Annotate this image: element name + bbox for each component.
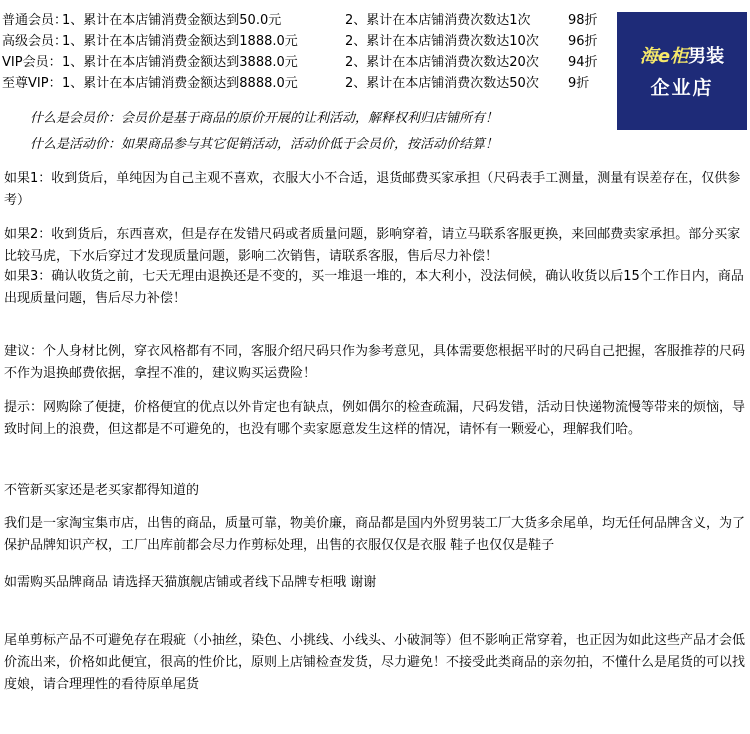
brand-title: [617, 46, 747, 68]
brand-subtitle: 企业店: [650, 77, 714, 99]
membership-tiers: [0, 10, 610, 94]
tier-row-regular: [0, 10, 610, 31]
return-policy-case-2: 如果2：收到货后，东西喜欢，但是存在发错尺码或者质量问题，影响穿着，请立马联系客服更换，来回邮费卖家承担。部分买家比较马虎，下水后穿过才发现质量问题，影响二次销售，请联系客服，售后尽力补偿！: [4, 227, 741, 264]
tier-row-senior: [0, 31, 610, 52]
price-definitions: [30, 106, 610, 158]
tier-discount: 98折: [568, 13, 598, 28]
brand-lead: 海e柜: [639, 46, 689, 67]
tier-name: 至尊VIP：: [2, 76, 62, 91]
size-advice: 建议：个人身材比例，穿衣风格都有不同，客服介绍尺码只作为参考意见，具体需要您根据平时的尺码自己把握，客服推荐的尺码不作为退换邮费依据，拿捏不准的，建议购买运费险！: [4, 344, 746, 381]
tier-count-condition: 2、累计在本店铺消费次数达10次: [345, 34, 539, 49]
return-policy-case-3: 如果3：确认收货之前，七天无理由退换还是不变的，买一堆退一堆的，本大利小，没法伺候，确认收货以后15个工作日内，商品出现质量问题，售后尽力补偿！: [4, 269, 744, 306]
tier-discount: 96折: [568, 34, 598, 49]
tier-row-supreme-vip: [0, 73, 610, 94]
tier-amount-condition: 1、累计在本店铺消费金额达到1888.0元: [62, 34, 298, 49]
brand-purchase-note: 如需购买品牌商品 请选择天猫旗舰店铺或者线下品牌专柜哦 谢谢: [4, 575, 377, 590]
tier-amount-condition: 1、累计在本店铺消费金额达到3888.0元: [62, 55, 298, 70]
online-shopping-tip: 提示：网购除了便捷，价格便宜的优点以外肯定也有缺点，例如偶尔的检查疏漏，尺码发错，活动日快递物流慢等带来的烦恼，导致时间上的浪费，但这都是不可避免的，也没有哪个卖家愿意发生这样的情况，请怀有一颗爱心，理解我们哈。: [4, 400, 746, 437]
tier-amount-condition: 1、累计在本店铺消费金额达到50.0元: [62, 13, 282, 28]
tier-name: 普通会员：: [2, 13, 68, 28]
tier-name: VIP会员：: [2, 55, 62, 70]
tier-discount: 9折: [568, 76, 590, 91]
tail-goods-disclaimer: 尾单剪标产品不可避免存在瑕疵（小抽丝，染色、小挑线、小线头、小破洞等）但不影响正常穿着，也正因为如此这些产品才会低价流出来，价格如此便宜，很高的性价比，原则上店铺检查发货，尽力避免！不接受此类商品的亲勿拍，不懂什么是尾货的可以找度娘，请合理理性的看待原单尾货: [4, 633, 746, 692]
tier-row-vip: [0, 52, 610, 73]
brand-logo: [617, 12, 747, 130]
member-price-definition: 什么是会员价：会员价是基于商品的原价开展的让利活动，解释权利归店铺所有！: [30, 111, 499, 126]
promo-price-definition: 什么是活动价：如果商品参与其它促销活动，活动价低于会员价，按活动价结算！: [30, 137, 499, 152]
notice-heading: 不管新买家还是老买家都得知道的: [4, 483, 200, 498]
tier-count-condition: 2、累计在本店铺消费次数达1次: [345, 13, 531, 28]
tier-discount: 94折: [568, 55, 598, 70]
shop-introduction: 我们是一家淘宝集市店，出售的商品，质量可靠，物美价廉，商品都是国内外贸男装工厂大货多余尾单，均无任何品牌含义，为了保护品牌知识产权，工厂出库前都会尽力作剪标处理，出售的衣服仅仅是衣服 鞋子也仅仅是鞋子: [4, 516, 746, 553]
brand-title-rest: 男装: [688, 46, 725, 67]
tier-amount-condition: 1、累计在本店铺消费金额达到8888.0元: [62, 76, 298, 91]
tier-count-condition: 2、累计在本店铺消费次数达50次: [345, 76, 539, 91]
tier-count-condition: 2、累计在本店铺消费次数达20次: [345, 55, 539, 70]
tier-name: 高级会员：: [2, 34, 68, 49]
return-policy-case-1: 如果1：收到货后，单纯因为自己主观不喜欢，衣服大小不合适，退货邮费买家承担（尺码表手工测量，测量有误差存在，仅供参考）: [4, 171, 741, 208]
